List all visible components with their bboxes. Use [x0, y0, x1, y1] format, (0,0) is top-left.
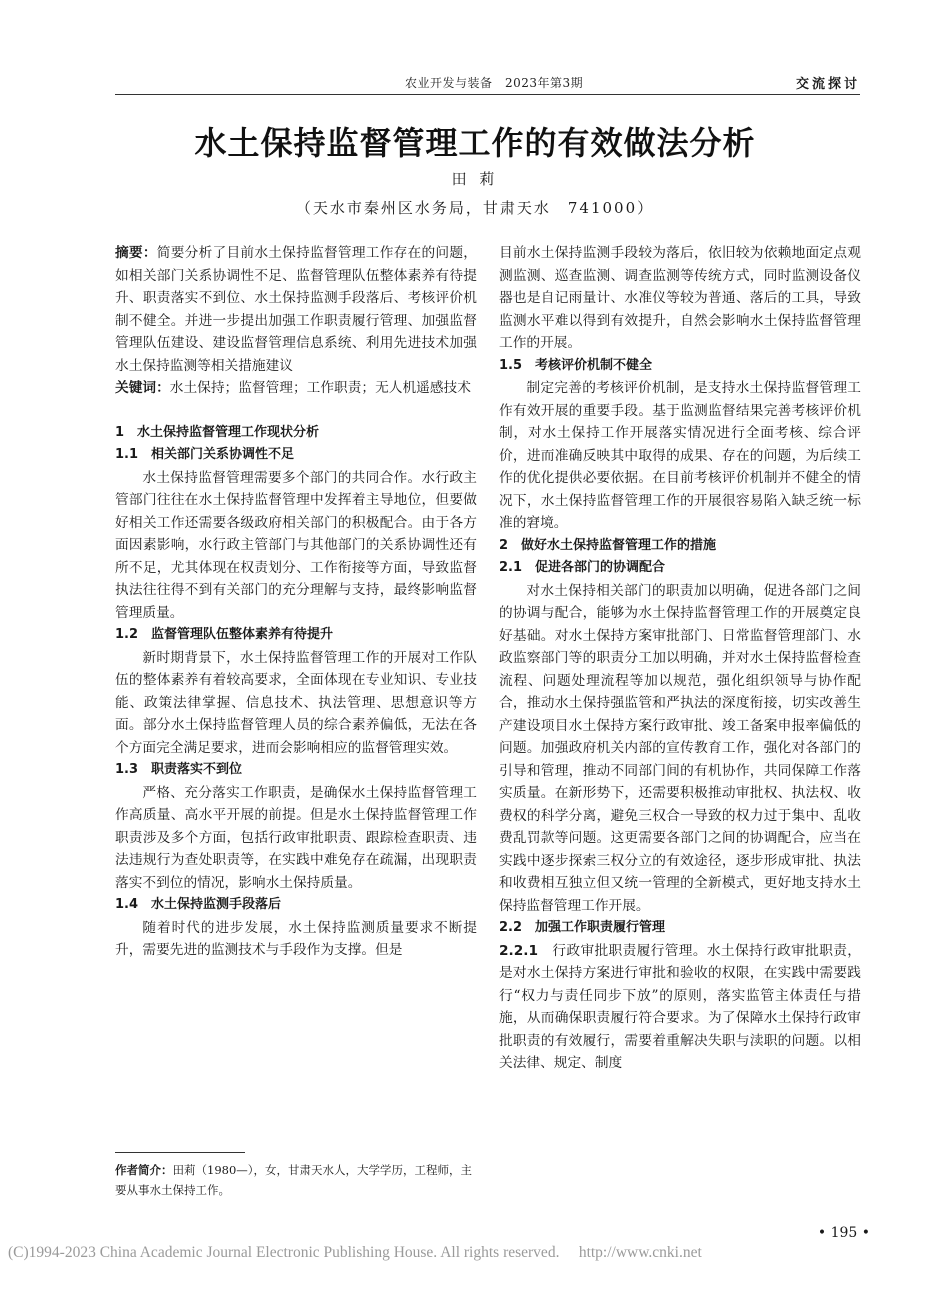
footnote-divider [115, 1152, 245, 1153]
paragraph-1-4: 随着时代的进步发展，水土保持监测质量要求不断提升，需要先进的监测技术与手段作为支撑。但是 [115, 919, 477, 958]
subsection-heading-2-1: 2.1 促进各部门的协调配合 [499, 560, 666, 575]
footnote-text: 田莉（1980—），女，甘肃天水人，大学学历，工程师，主要从事水土保持工作。 [115, 1163, 473, 1197]
keywords-text: 水土保持；监督管理；工作职责；无人机遥感技术 [169, 380, 471, 396]
section-heading-1: 1 水土保持监督管理工作现状分析 [115, 424, 320, 440]
subsection-label-2-2-1: 2.2.1 [499, 942, 538, 959]
author-footnote [115, 1160, 477, 1200]
author-name: 田 莉 [451, 170, 499, 188]
paragraph-1-3: 严格、充分落实工作职责，是确保水土保持监督管理工作高质量、高水平开展的前提。但是水土保持监督管理工作职责涉及多个方面，包括行政审批职责、跟踪检查职责、违法违规行为查处职责等，在实践中难免存在疏漏，出现职责落实不到位的情况，影响水土保持质量。 [115, 784, 477, 891]
abstract [115, 242, 477, 377]
subsection-heading-1-3: 1.3 职责落实不到位 [115, 762, 243, 777]
paragraph-1-4-continued: 目前水土保持监测手段较为落后，依旧较为依赖地面定点观测监测、巡查监测、调查监测等传统方式，同时监测设备仪器也是自记雨量计、水准仪等较为普通、落后的工具，导致监测水平难以得到有效提升，自然会影响水土保持监督管理工作的开展。 [499, 245, 861, 351]
journal-name: 农业开发与装备 2023年第3期 [405, 76, 584, 90]
paragraph-1-5: 制定完善的考核评价机制，是支持水土保持监督管理工作有效开展的重要手段。基于监测监督结果完善考核评价机制，对水土保持工作开展落实情况进行全面考核、综合评价，进而准确反映其中取得的成果、存在的问题，为后续工作的优化提供必要依据。在目前考核评价机制并不健全的情况下，水土保持监督管理工作的开展很容易陷入缺乏统一标准的窘境。 [499, 380, 861, 531]
abstract-text: 简要分析了目前水土保持监督管理工作存在的问题，如相关部门关系协调性不足、监督管理队伍整体素养有待提升、职责落实不到位、水土保持监测手段落后、考核评价机制不健全。并进一步提出加强工作职责履行管理、加强监督管理队伍建设、建设监督管理信息系统、利用先进技术加强水土保持监测等相关措施建议 [115, 245, 477, 374]
paragraph-2-1: 对水土保持相关部门的职责加以明确，促进各部门之间的协调与配合，能够为水土保持监督管理工作的开展奠定良好基础。对水土保持方案审批部门、日常监督管理部门、水政监察部门等的职责分工加以明确，并对水土保持监督检查流程、问题处理流程等加以规范，强化组织领导与协作配合，推动水土保持强监管和严执法的深度衔接，切实改善生产建设项目水土保持方案行政审批、竣工备案申报率偏低的问题。加强政府机关内部的宣传教育工作，强化对各部门的引导和管理，推动不同部门间的有机协作，共同保障工作落实质量。在新形势下，还需要积极推动审批权、执法权、收费权的科学分离，避免三权合一导致的权力过于集中、乱收费乱罚款等问题。这更需要各部门之间的协调配合，应当在实践中逐步探索三权分立的有效途径，逐步形成审批、执法和收费相互独立但又统一管理的全新模式，更好地支持水土保持监督管理工作开展。 [499, 582, 861, 914]
page-number: • 195 • [817, 1225, 870, 1241]
left-column [115, 242, 477, 962]
right-column [499, 242, 861, 1075]
keywords-label: 关键词： [115, 380, 170, 396]
paragraph-2-2-1 [499, 940, 861, 1075]
keywords [115, 377, 477, 400]
abstract-label: 摘要： [115, 245, 157, 261]
copyright-watermark: (C)1994-2023 China Academic Journal Electronic Publishing House. All rights reserved. http://www.cnki.net [8, 1244, 702, 1261]
subsection-heading-1-2: 1.2 监督管理队伍整体素养有待提升 [115, 627, 334, 642]
footnote-label: 作者简介： [115, 1163, 173, 1177]
running-header [115, 74, 860, 95]
author-affiliation: （天水市秦州区水务局，甘肃天水 741000） [295, 199, 655, 217]
paragraph-2-2-1-text: 行政审批职责履行管理。水土保持行政审批职责，是对水土保持方案进行审批和验收的权限，在实践中需要践行“权力与责任同步下放”的原则，落实监管主体责任与措施，从而确保职责履行符合要求。为了保障水土保持行政审批职责的有效履行，需要着重解决失职与渎职的问题。以相关法律、规定、制度 [499, 942, 861, 1071]
subsection-heading-2-2: 2.2 加强工作职责履行管理 [499, 920, 666, 935]
section-heading-2: 2 做好水土保持监督管理工作的措施 [499, 537, 717, 553]
paragraph-1-2: 新时期背景下，水土保持监督管理工作的开展对工作队伍的整体素养有着较高要求，全面体现在专业知识、专业技能、政策法律掌握、信息技术、执法管理、思想意识等方面。部分水土保持监督管理人员的综合素养偏低，无法在各个方面完全满足要求，进而会影响相应的监督管理实效。 [115, 649, 477, 756]
paragraph-1-1: 水土保持监督管理需要多个部门的共同合作。水行政主管部门往往在水土保持监督管理中发挥着主导地位，但要做好相关工作还需要各级政府相关部门的积极配合。由于各方面因素影响，水行政主管部门与其他部门的关系协调性还有所不足，尤其体现在权责划分、工作衔接等方面，导致监督执法往往得不到有关部门的充分理解与支持，最终影响监督管理质量。 [115, 469, 477, 621]
subsection-heading-1-1: 1.1 相关部门关系协调性不足 [115, 447, 295, 462]
section-name: 交流探讨 [795, 77, 860, 92]
subsection-heading-1-4: 1.4 水土保持监测手段落后 [115, 897, 282, 912]
article-title: 水土保持监督管理工作的有效做法分析 [194, 124, 756, 162]
subsection-heading-1-5: 1.5 考核评价机制不健全 [499, 357, 653, 373]
